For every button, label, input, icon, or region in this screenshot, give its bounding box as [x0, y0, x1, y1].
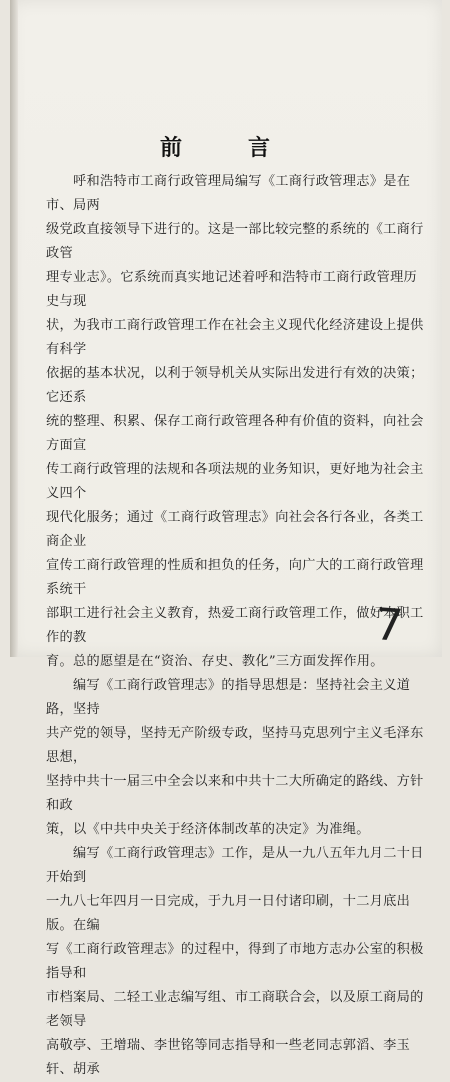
- text-line-8: 现代化服务；通过《工商行政管理志》向社会各行各业，各类工商企业: [46, 510, 424, 549]
- text-line-20: 高敬亭、王增瑞、李世铭等同志指导和一些老同志郭滔、李玉轩、胡承: [46, 1038, 411, 1077]
- text-line-17: 一九八七年四月一日完成，于九月一日付诸印刷，十二月底出版。在编: [46, 894, 411, 933]
- text-line-15: 策，以《中共中央关于经济体制改革的决定》为准绳。: [46, 822, 370, 837]
- text-line-12: 编写《工商行政管理志》的指导思想是：坚持社会主义道路，坚持: [46, 678, 411, 717]
- text-line-9: 宣传工商行政管理的性质和担负的任务，向广大的工商行政管理系统干: [46, 558, 424, 597]
- text-line-11: 育。总的愿望是在“资治、存史、教化”三方面发挥作用。: [46, 654, 384, 669]
- text-line-3: 理专业志》。它系统而真实地记述着呼和浩特市工商行政管理历史与现: [46, 270, 418, 309]
- text-line-18: 写《工商行政管理志》的过程中，得到了市地方志办公室的积极指导和: [46, 942, 424, 981]
- text-line-4: 状，为我市工商行政管理工作在社会主义现代化经济建设上提供有科学: [46, 318, 424, 357]
- text-line-7: 传工商行政管理的法规和各项法规的业务知识，更好地为社会主义四个: [46, 462, 424, 501]
- text-line-14: 坚持中共十一届三中全会以来和中共十二大所确定的路线、方针和政: [46, 774, 424, 813]
- document-page: [10, 0, 442, 1077]
- text-line-19: 市档案局、二轻工业志编写组、市工商联合会，以及原工商局的老领导: [46, 990, 424, 1029]
- text-line-1: 呼和浩特市工商行政管理局编写《工商行政管理志》是在市、局两: [46, 174, 411, 213]
- text-line-10: 部职工进行社会主义教育，热爱工商行政管理工作，做好本职工作的教: [46, 606, 424, 645]
- body-text: [46, 170, 428, 1082]
- text-line-2: 级党政直接领导下进行的。这是一部比较完整的系统的《工商行政管: [46, 222, 424, 261]
- text-line-16: 编写《工商行政管理志》工作，是从一九八五年九月二十日开始到: [46, 846, 424, 885]
- text-line-6: 统的整理、积累、保存工商行政管理各种有价值的资料，向社会方面宣: [46, 414, 424, 453]
- text-line-13: 共产党的领导，坚持无产阶级专政，坚持马克思列宁主义毛泽东思想，: [46, 726, 424, 765]
- page-binding-edge: [10, 0, 18, 657]
- page-title: 前 言: [159, 135, 292, 161]
- text-line-5: 依据的基本状况，以利于领导机关从实际出发进行有效的决策；它还系: [46, 366, 424, 405]
- page-number: 7: [373, 599, 405, 652]
